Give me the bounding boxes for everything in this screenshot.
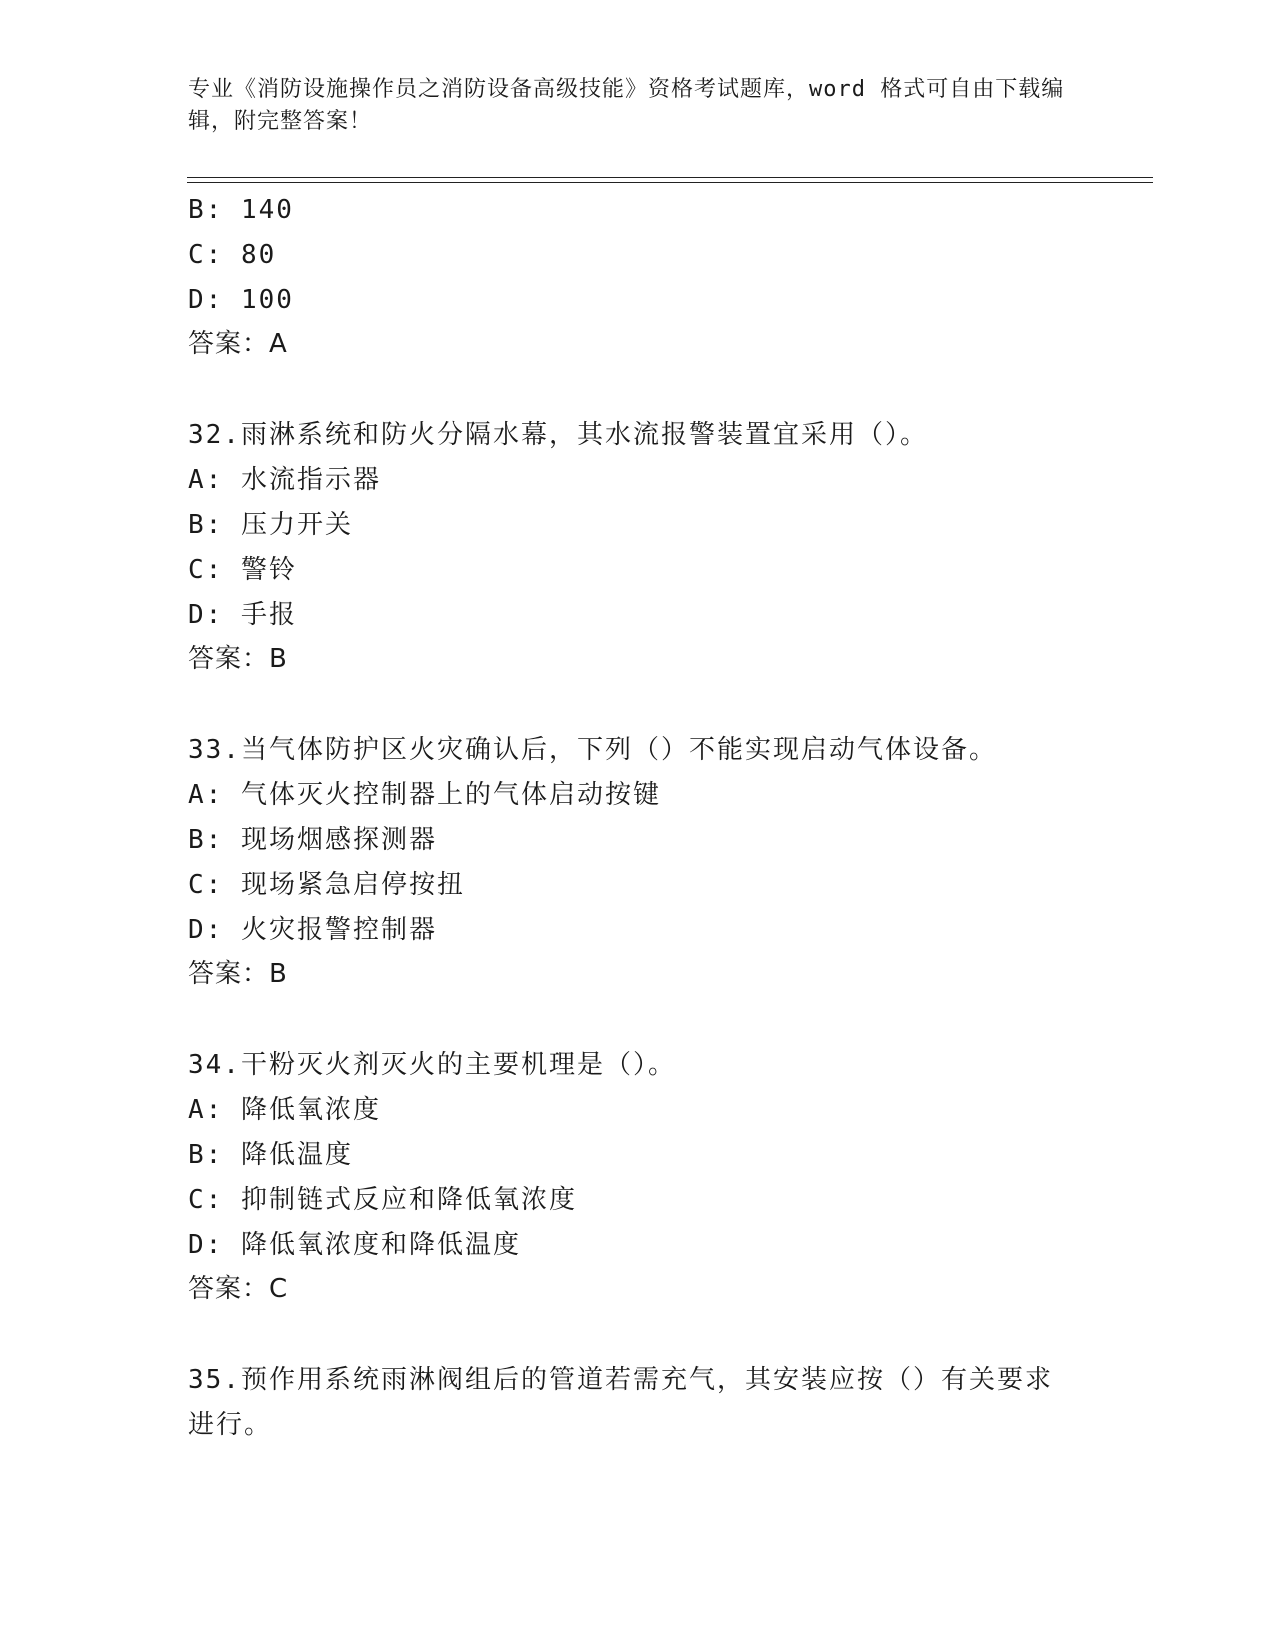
header-divider-bottom (187, 182, 1153, 183)
header-divider-top (187, 177, 1153, 178)
option-d: D: 火灾报警控制器 (188, 915, 437, 945)
question-stem-continued: 进行。 (188, 1410, 273, 1440)
option-c: C: 80 (188, 240, 277, 270)
question-stem: 34.干粉灭火剂灭火的主要机理是（）。 (188, 1050, 676, 1080)
option-c: C: 抑制链式反应和降低氧浓度 (188, 1185, 577, 1215)
option-b: B: 140 (188, 195, 294, 225)
option-b: B: 降低温度 (188, 1140, 353, 1170)
option-a: A: 水流指示器 (188, 465, 381, 495)
option-b: B: 压力开关 (188, 510, 353, 540)
answer: 答案：B (188, 959, 288, 989)
option-d: D: 降低氧浓度和降低温度 (188, 1230, 521, 1260)
option-a: A: 气体灭火控制器上的气体启动按键 (188, 780, 661, 810)
document-header: 专业《消防设施操作员之消防设备高级技能》资格考试题库，word 格式可自由下载编辑，附完整答案！ (188, 77, 1065, 134)
option-d: D: 手报 (188, 600, 297, 630)
answer: 答案：A (188, 329, 288, 359)
answer: 答案：B (188, 644, 288, 674)
question-stem: 33.当气体防护区火灾确认后，下列（）不能实现启动气体设备。 (188, 735, 997, 765)
option-b: B: 现场烟感探测器 (188, 825, 437, 855)
option-a: A: 降低氧浓度 (188, 1095, 381, 1125)
question-stem: 35.预作用系统雨淋阀组后的管道若需充气，其安装应按（）有关要求 (188, 1365, 1053, 1395)
option-d: D: 100 (188, 285, 294, 315)
option-c: C: 警铃 (188, 555, 297, 585)
question-stem: 32.雨淋系统和防火分隔水幕，其水流报警装置宜采用（）。 (188, 420, 928, 450)
option-c: C: 现场紧急启停按扭 (188, 870, 465, 900)
answer: 答案：C (188, 1274, 289, 1304)
